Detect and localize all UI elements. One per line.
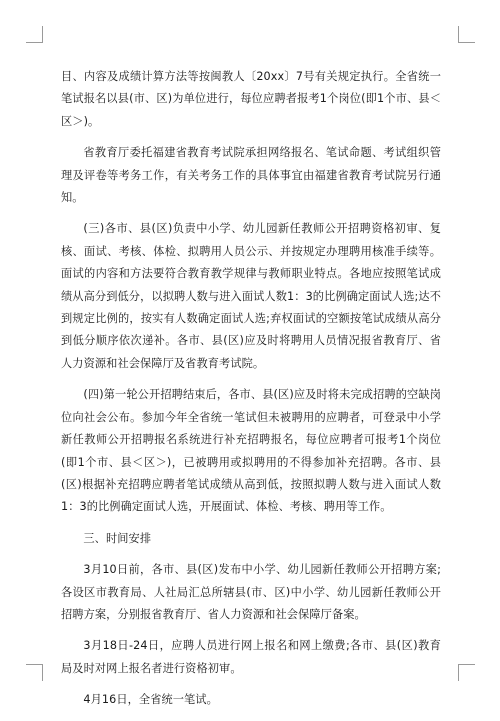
paragraph-exam-affairs: 省教育厅委托福建省教育考试院承担网络报名、笔试命题、考试组织管理及评卷等考务工作，有关考务工作的具体事宜由福建省教育考试院另行通知。: [61, 146, 441, 205]
paragraph-section-four: (四)第一轮公开招聘结束后，各市、县(区)应及时将未完成招聘的空缺岗位向社会公布。参加今年全省统一笔试但未被聘用的应聘者，可登录中小学新任教师公开招聘报名系统进行补充招聘报名，每位应聘者可报考1个岗位(即1个市、县＜区＞)，已被聘用或拟聘用的不得参加补充招聘。各市、县(区)根据补充招聘应聘者笔试成绩从高到低，按照拟聘人数与进入面试人数1：3的比例确定面试人选，开展面试、体检、考核、聘用等工作。: [61, 388, 441, 514]
crop-mark-top-left: [26, 26, 43, 43]
document-body: [61, 66, 441, 721]
paragraph-april-16: 4月16日，全省统一笔试。: [83, 693, 218, 707]
paragraph-section-three: (三)各市、县(区)负责中小学、幼儿园新任教师公开招聘资格初审、复核、面试、考核、体检、拟聘用人员公示、并按规定办理聘用核准手续等。面试的内容和方法要符合教育教学规律与教师职业特点。各地应按照笔试成绩从高分到低分，以拟聘人数与进入面试人数1：3的比例确定面试人选;达不到规定比例的，按实有人数确定面试人选;弃权面试的空额按笔试成绩从高分到低分顺序依次递补。各市、县(区)应及时将聘用人员情况报省教育厅、省人力资源和社会保障厅及省教育考试院。: [61, 222, 441, 370]
paragraph-march-18-24: 3月18日-24日，应聘人员进行网上报名和网上缴费;各市、县(区)教育局及时对网上报名者进行资格初审。: [61, 639, 441, 675]
crop-mark-top-right: [458, 26, 475, 43]
section-heading-schedule: 三、时间安排: [83, 531, 152, 545]
paragraph-march-10: 3月10日前，各市、县(区)发布中小学、幼儿园新任教师公开招聘方案;各设区市教育局、人社局汇总所辖县(市、区)中小学、幼儿园新任教师公开招聘方案，分别报省教育厅、省人力资源和社会保障厅备案。: [61, 563, 441, 621]
paragraph-exam-registration: 目、内容及成绩计算方法等按闽教人〔20xx〕7号有关规定执行。全省统一笔试报名以县(市、区)为单位进行，每位应聘者报考1个岗位(即1个市、县＜区＞)。: [61, 70, 441, 128]
crop-mark-bottom-right: [458, 664, 475, 681]
crop-mark-bottom-left: [26, 664, 43, 681]
